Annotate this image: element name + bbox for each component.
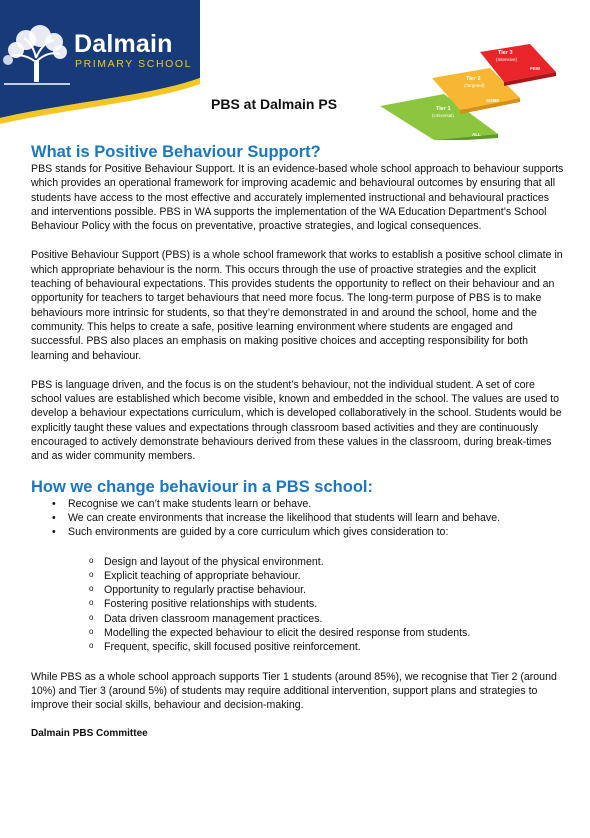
list-item: • Such environments are guided by a core curriculum which gives consideration to: <box>52 525 565 539</box>
tier2-label: Tier 2 <box>466 76 481 82</box>
some-label: SOME <box>486 98 500 103</box>
list-item: o Explicit teaching of appropriate behaviour. <box>89 569 565 583</box>
few-label: FEW <box>530 66 540 71</box>
list-item: • We can create environments that increase the likelihood that students will learn and behave. <box>52 511 565 525</box>
tier-pyramid-graphic <box>380 44 570 140</box>
school-name: Dalmain <box>74 30 173 58</box>
document-body <box>31 142 565 741</box>
tier3-label: Tier 3 <box>498 50 513 56</box>
list-item: o Design and layout of the physical environment. <box>89 555 565 569</box>
list-item: o Fostering positive relationships with students. <box>89 597 565 611</box>
tier2-sub: (Targeted) <box>464 83 485 88</box>
paragraph: PBS is language driven, and the focus is on the student’s behaviour, not the individual student. A set of core school values are established which become visible, known and embedded in the school. The values are used to develop a behaviour expectations curriculum, which is developed collaboratively in the school. Students would be explicitly taught these values and expectations through classroom based activities and they are continuously encouraged to actively demonstrate behaviours derived from these values in the classroom, during break-times and as wider community members. <box>31 378 562 463</box>
tier3-sub: (Intensive) <box>496 57 518 62</box>
list-item: o Data driven classroom management practices. <box>89 612 565 626</box>
list-item: o Opportunity to regularly practise behaviour. <box>89 583 565 597</box>
bullet-list <box>31 497 565 540</box>
list-item: • Recognise we can’t make students learn or behave. <box>52 497 565 511</box>
section-heading-how-we-change: How we change behaviour in a PBS school: <box>31 477 373 496</box>
tier1-sub: (Universal) <box>432 113 454 118</box>
list-item: o Modelling the expected behaviour to elicit the desired response from students. <box>89 626 565 640</box>
tier1-label: Tier 1 <box>436 106 451 112</box>
sub-bullet-list <box>31 555 565 655</box>
paragraph: PBS stands for Positive Behaviour Support. It is an evidence-based whole school approach to behaviour supports which provides an operational framework for improving academic and behavioural outcomes by ensuring that all students have access to the most effective and accurately implemented instructional and behavioural practices and interventions possible. PBS in WA supports the implementation of the WA Education Department’s School Behaviour Policy with the focus on preventative, proactive strategies, and logical consequences. <box>31 163 564 233</box>
list-item: o Frequent, specific, skill focused positive reinforcement. <box>89 640 565 654</box>
paragraph: Positive Behaviour Support (PBS) is a whole school framework that works to establish a positive school climate in which appropriate behaviour is the norm. This occurs through the use of proactive strategies and the explicit teaching of behavioural expectations. This provides students the opportunity to reflect on their behaviour and an opportunity for teachers to target behaviours that need more focus. The long-term purpose of PBS is to make behaviours more intrinsic for students, so that they’re demonstrated in and around the school, home and the community. This helps to create a safe, positive learning environment where students are engaged and successful. PBS also places an emphasis on making positive choices and accepting responsibility for both learning and behaviour. <box>31 249 563 362</box>
school-subtitle: PRIMARY SCHOOL <box>75 58 193 70</box>
signoff: Dalmain PBS Committee <box>31 727 148 739</box>
document-title: PBS at Dalmain PS <box>211 96 338 112</box>
page-header <box>0 0 590 135</box>
all-label: ALL <box>472 132 481 137</box>
section-heading-what-is-pbs: What is Positive Behaviour Support? <box>31 143 321 161</box>
closing-paragraph: While PBS as a whole school approach supports Tier 1 students (around 85%), we recognise that Tier 2 (around 10%) and Tier 3 (around 5%) of students may require additional intervention, support plans and strategies to improve their social skills, behaviour and decision-making. <box>31 670 557 712</box>
